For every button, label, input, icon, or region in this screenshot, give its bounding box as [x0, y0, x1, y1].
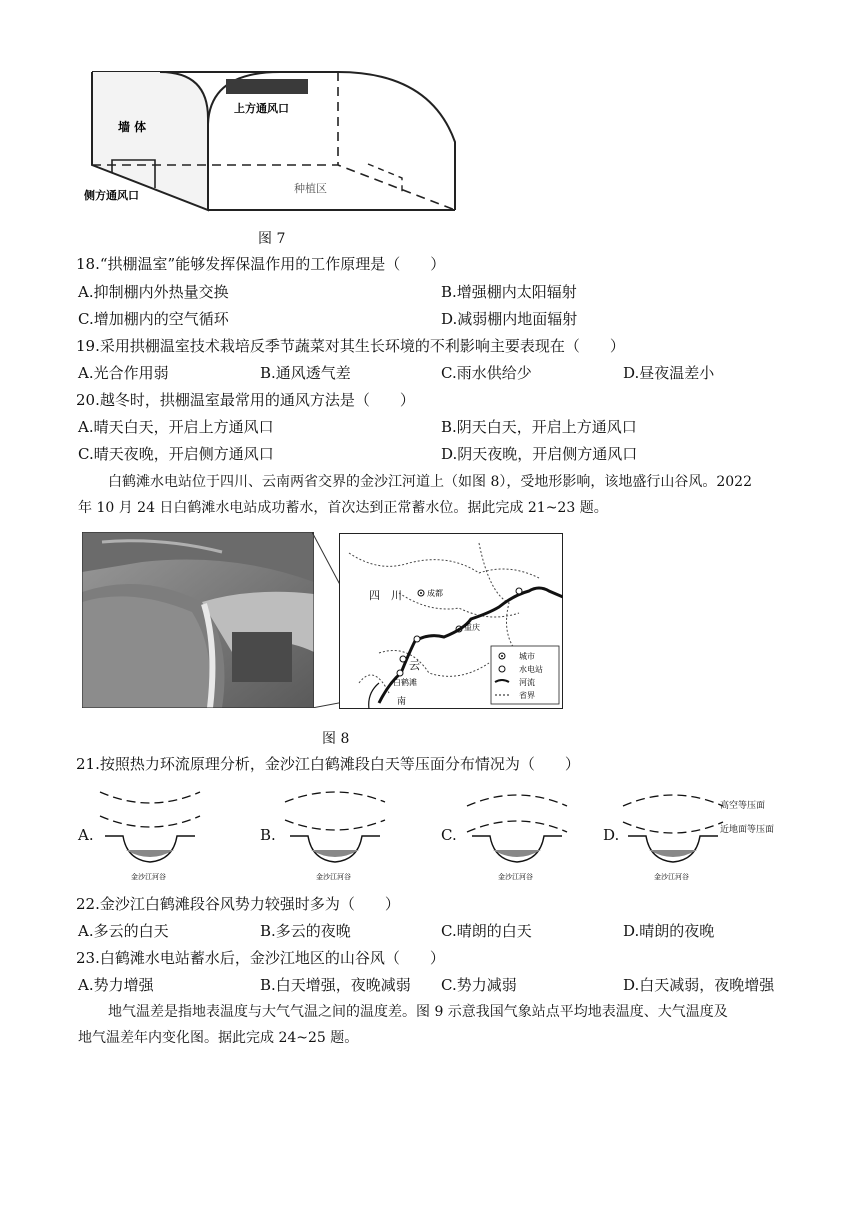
- q22-option-b: B.多云的夜晚: [260, 922, 351, 940]
- q23-option-a: A.势力增强: [78, 976, 154, 994]
- intro-baihetan-line2: 年 10 月 24 日白鹤滩水电站成功蓄水，首次达到正常蓄水位。据此完成 21~23 题。: [78, 500, 608, 516]
- q21-option-d: D.: [603, 826, 620, 844]
- q18-option-d: D.减弱棚内地面辐射: [441, 310, 578, 328]
- map-label-baihetan: 白鹤滩: [393, 678, 417, 687]
- dam-photo: [82, 532, 314, 708]
- map-label-chongqing: 重庆: [464, 623, 480, 632]
- wall-label: 墙 体: [118, 120, 147, 134]
- q19-option-a: A.光合作用弱: [78, 364, 169, 382]
- q23-option-d: D.白天减弱，夜晚增强: [623, 976, 775, 994]
- q18-option-b: B.增强棚内太阳辐射: [441, 283, 577, 301]
- map-label-sichuan: 四 川: [369, 589, 402, 602]
- intro-ground-air-line2: 地气温差年内变化图。据此完成 24~25 题。: [78, 1030, 359, 1046]
- q21-a-valley-label: 金沙江河谷: [131, 873, 166, 881]
- map-label-yun: 云: [409, 659, 420, 672]
- question-18-stem: 18.“拱棚温室”能够发挥保温作用的工作原理是（ ）: [76, 255, 446, 273]
- figure-7-caption: 图 7: [258, 231, 286, 247]
- top-vent-label: 上方通风口: [234, 102, 289, 115]
- q19-option-b: B.通风透气差: [260, 364, 351, 382]
- q21-option-c: C.: [441, 826, 457, 844]
- q21-option-b: B.: [260, 826, 276, 844]
- q20-option-c: C.晴天夜晚，开启侧方通风口: [78, 445, 274, 463]
- question-21-stem: 21.按照热力环流原理分析，金沙江白鹤滩段白天等压面分布情况为（ ）: [76, 755, 580, 773]
- legend-border: 省界: [519, 691, 535, 700]
- q22-option-d: D.晴朗的夜晚: [623, 922, 715, 940]
- legend-river: 河流: [519, 678, 535, 687]
- question-23-stem: 23.白鹤滩水电站蓄水后，金沙江地区的山谷风（ ）: [76, 949, 445, 967]
- q21-option-a: A.: [78, 826, 94, 844]
- q22-option-c: C.晴朗的白天: [441, 922, 532, 940]
- q18-option-a: A.抑制棚内外热量交换: [78, 283, 229, 301]
- q21-b-valley-label: 金沙江河谷: [316, 873, 351, 881]
- map-label-nan: 南: [397, 697, 407, 707]
- q21-diagram-a: [95, 788, 205, 883]
- map-label-chengdu: 成都: [427, 589, 443, 598]
- q23-option-c: C.势力减弱: [441, 976, 517, 994]
- legend-city: 城市: [519, 652, 535, 661]
- q21-legend-high: 高空等压面: [720, 801, 766, 811]
- question-20-stem: 20.越冬时，拱棚温室最常用的通风方法是（ ）: [76, 391, 415, 409]
- intro-ground-air-line1: 地气温差是指地表温度与大气气温之间的温度差。图 9 示意我国气象站点平均地表温度、大气温度及: [108, 1004, 728, 1020]
- q22-option-a: A.多云的白天: [78, 922, 169, 940]
- intro-baihetan-line1: 白鹤滩水电站位于四川、云南两省交界的金沙江河道上（如图 8），受地形影响，该地盛行山谷风。2022: [108, 474, 752, 490]
- q20-option-d: D.阴天夜晚，开启侧方通风口: [441, 445, 638, 463]
- q18-option-c: C.增加棚内的空气循环: [78, 310, 229, 328]
- planting-area-label: 种植区: [294, 182, 327, 195]
- q21-c-valley-label: 金沙江河谷: [498, 873, 533, 881]
- q19-option-c: C.雨水供给少: [441, 364, 532, 382]
- q21-diagram-d: [618, 788, 728, 883]
- question-22-stem: 22.金沙江白鹤滩段谷风势力较强时多为（ ）: [76, 895, 400, 913]
- location-map: [339, 533, 563, 709]
- q21-d-valley-label: 金沙江河谷: [654, 873, 689, 881]
- q19-option-d: D.昼夜温差小: [623, 364, 715, 382]
- side-vent-label: 侧方通风口: [84, 189, 139, 202]
- figure-7-greenhouse-diagram: [80, 68, 465, 218]
- q20-option-b: B.阴天白天，开启上方通风口: [441, 418, 637, 436]
- legend-station: 水电站: [519, 665, 543, 674]
- q21-diagram-c: [462, 788, 572, 883]
- q21-diagram-b: [280, 788, 390, 883]
- figure-8-caption: 图 8: [322, 731, 350, 747]
- q20-option-a: A.晴天白天，开启上方通风口: [78, 418, 274, 436]
- question-19-stem: 19.采用拱棚温室技术栽培反季节蔬菜对其生长环境的不利影响主要表现在（ ）: [76, 337, 625, 355]
- q23-option-b: B.白天增强，夜晚减弱: [260, 976, 411, 994]
- q21-legend-low: 近地面等压面: [720, 825, 775, 835]
